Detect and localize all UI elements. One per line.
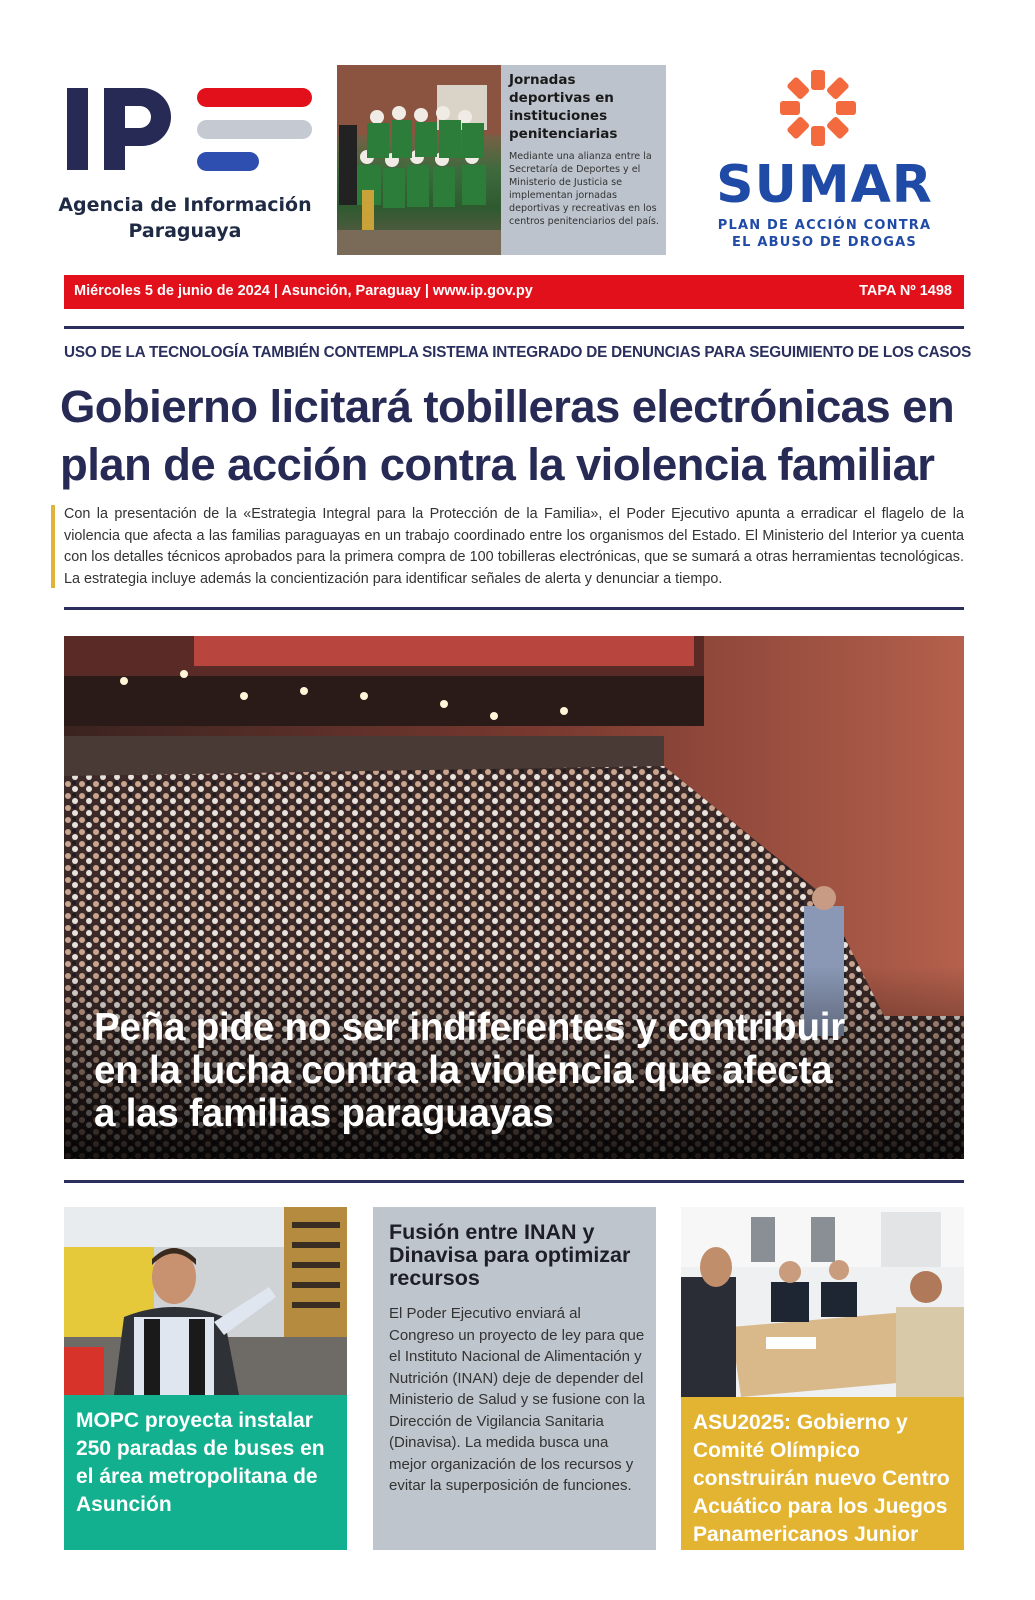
card-title-box xyxy=(64,1395,347,1550)
promo-box[interactable] xyxy=(337,65,666,255)
story-card-mopc[interactable] xyxy=(64,1207,347,1550)
card-photo-asu2025 xyxy=(681,1207,964,1397)
sumar-tagline xyxy=(712,217,937,251)
sumar-tagline-line2: EL ABUSO DE DROGAS xyxy=(732,235,917,250)
lead-kicker: USO DE LA TECNOLOGÍA TAMBIÉN CONTEMPLA SISTEMA INTEGRADO DE DENUNCIAS PARA SEGUIMIENTO DE LOS CASOS xyxy=(64,344,972,361)
sumar-emblem-icon xyxy=(778,68,858,148)
story-card-asu2025[interactable] xyxy=(681,1207,964,1550)
card-photo-mopc xyxy=(64,1207,347,1395)
agency-name-line2: Paraguaya xyxy=(128,220,242,242)
card-title-box xyxy=(681,1397,964,1550)
card-text-inan: El Poder Ejecutivo enviará al Congreso un proyecto de ley para que el Instituto Nacional de Alimentación y Nutrición (INAN) deje de depender del Ministerio de Salud y se fusione con la Dirección de Vigilancia Sanitaria (Dinavisa). La medida busca una mejor organización de los recursos y evitar la superposición de funciones. xyxy=(389,1305,645,1494)
lead-headline-line1: Gobierno licitará tobilleras electrónicas en xyxy=(60,381,955,432)
caption-line1: Peña pide no ser indiferentes y contribuir xyxy=(94,1006,846,1049)
story-card-inan[interactable] xyxy=(373,1207,656,1550)
card-title-mopc[interactable]: MOPC proyecta instalar 250 paradas de buses en el área metropolitana de Asunción xyxy=(76,1409,325,1516)
divider xyxy=(64,326,964,329)
main-photo-caption[interactable] xyxy=(94,1006,944,1135)
lede-accent-bar xyxy=(51,505,55,588)
divider xyxy=(64,1180,964,1183)
date-location-url: Miércoles 5 de junio de 2024 | Asunción, Paraguay | www.ip.gov.py xyxy=(74,283,533,299)
promo-title[interactable]: Jornadas deportivas en instituciones penitenciarias xyxy=(509,72,618,142)
divider xyxy=(64,607,964,610)
promo-photo xyxy=(337,65,501,255)
sumar-tagline-line1: PLAN DE ACCIÓN CONTRA xyxy=(717,218,932,233)
lead-summary: Con la presentación de la «Estrategia Integral para la Protección de la Familia», el Poder Ejecutivo apunta a erradicar el flagelo de la violencia que afecta a las familias paraguayas en un trabajo coordinado entre los organismos del Estado. El Ministerio del Interior ya cuenta con los detalles técnicos aprobados para la primera compra de 100 tobilleras electrónicas, que se sumará a otras herramientas tecnológicas. La estrategia incluye además la concientización para identificar señales de alerta y denunciar a tiempo. xyxy=(64,506,964,587)
lead-headline-line2: plan de acción contra la violencia familiar xyxy=(60,439,935,490)
lead-headline[interactable] xyxy=(60,378,972,494)
card-title-inan[interactable]: Fusión entre INAN y Dinavisa para optimizar recursos xyxy=(389,1220,631,1290)
ip-logo xyxy=(64,82,314,182)
promo-text: Mediante una alianza entre la Secretaría de Deportes y el Ministerio de Justicia se implementan jornadas deportivas y recreativas en los centros penitenciarios del país. xyxy=(509,151,659,227)
date-bar xyxy=(64,275,964,309)
main-photo[interactable] xyxy=(64,636,964,1159)
agency-name xyxy=(40,192,330,244)
sumar-logo-text: SUMAR xyxy=(716,155,933,215)
caption-line2: en la lucha contra la violencia que afecta xyxy=(94,1049,833,1092)
agency-name-line1: Agencia de Información xyxy=(58,194,312,216)
card-title-asu2025[interactable]: ASU2025: Gobierno y Comité Olímpico construirán nuevo Centro Acuático para los Juegos Panamericanos Junior xyxy=(693,1411,950,1546)
caption-line3: a las familias paraguayas xyxy=(94,1092,554,1135)
issue-number: TAPA Nº 1498 xyxy=(859,283,952,299)
